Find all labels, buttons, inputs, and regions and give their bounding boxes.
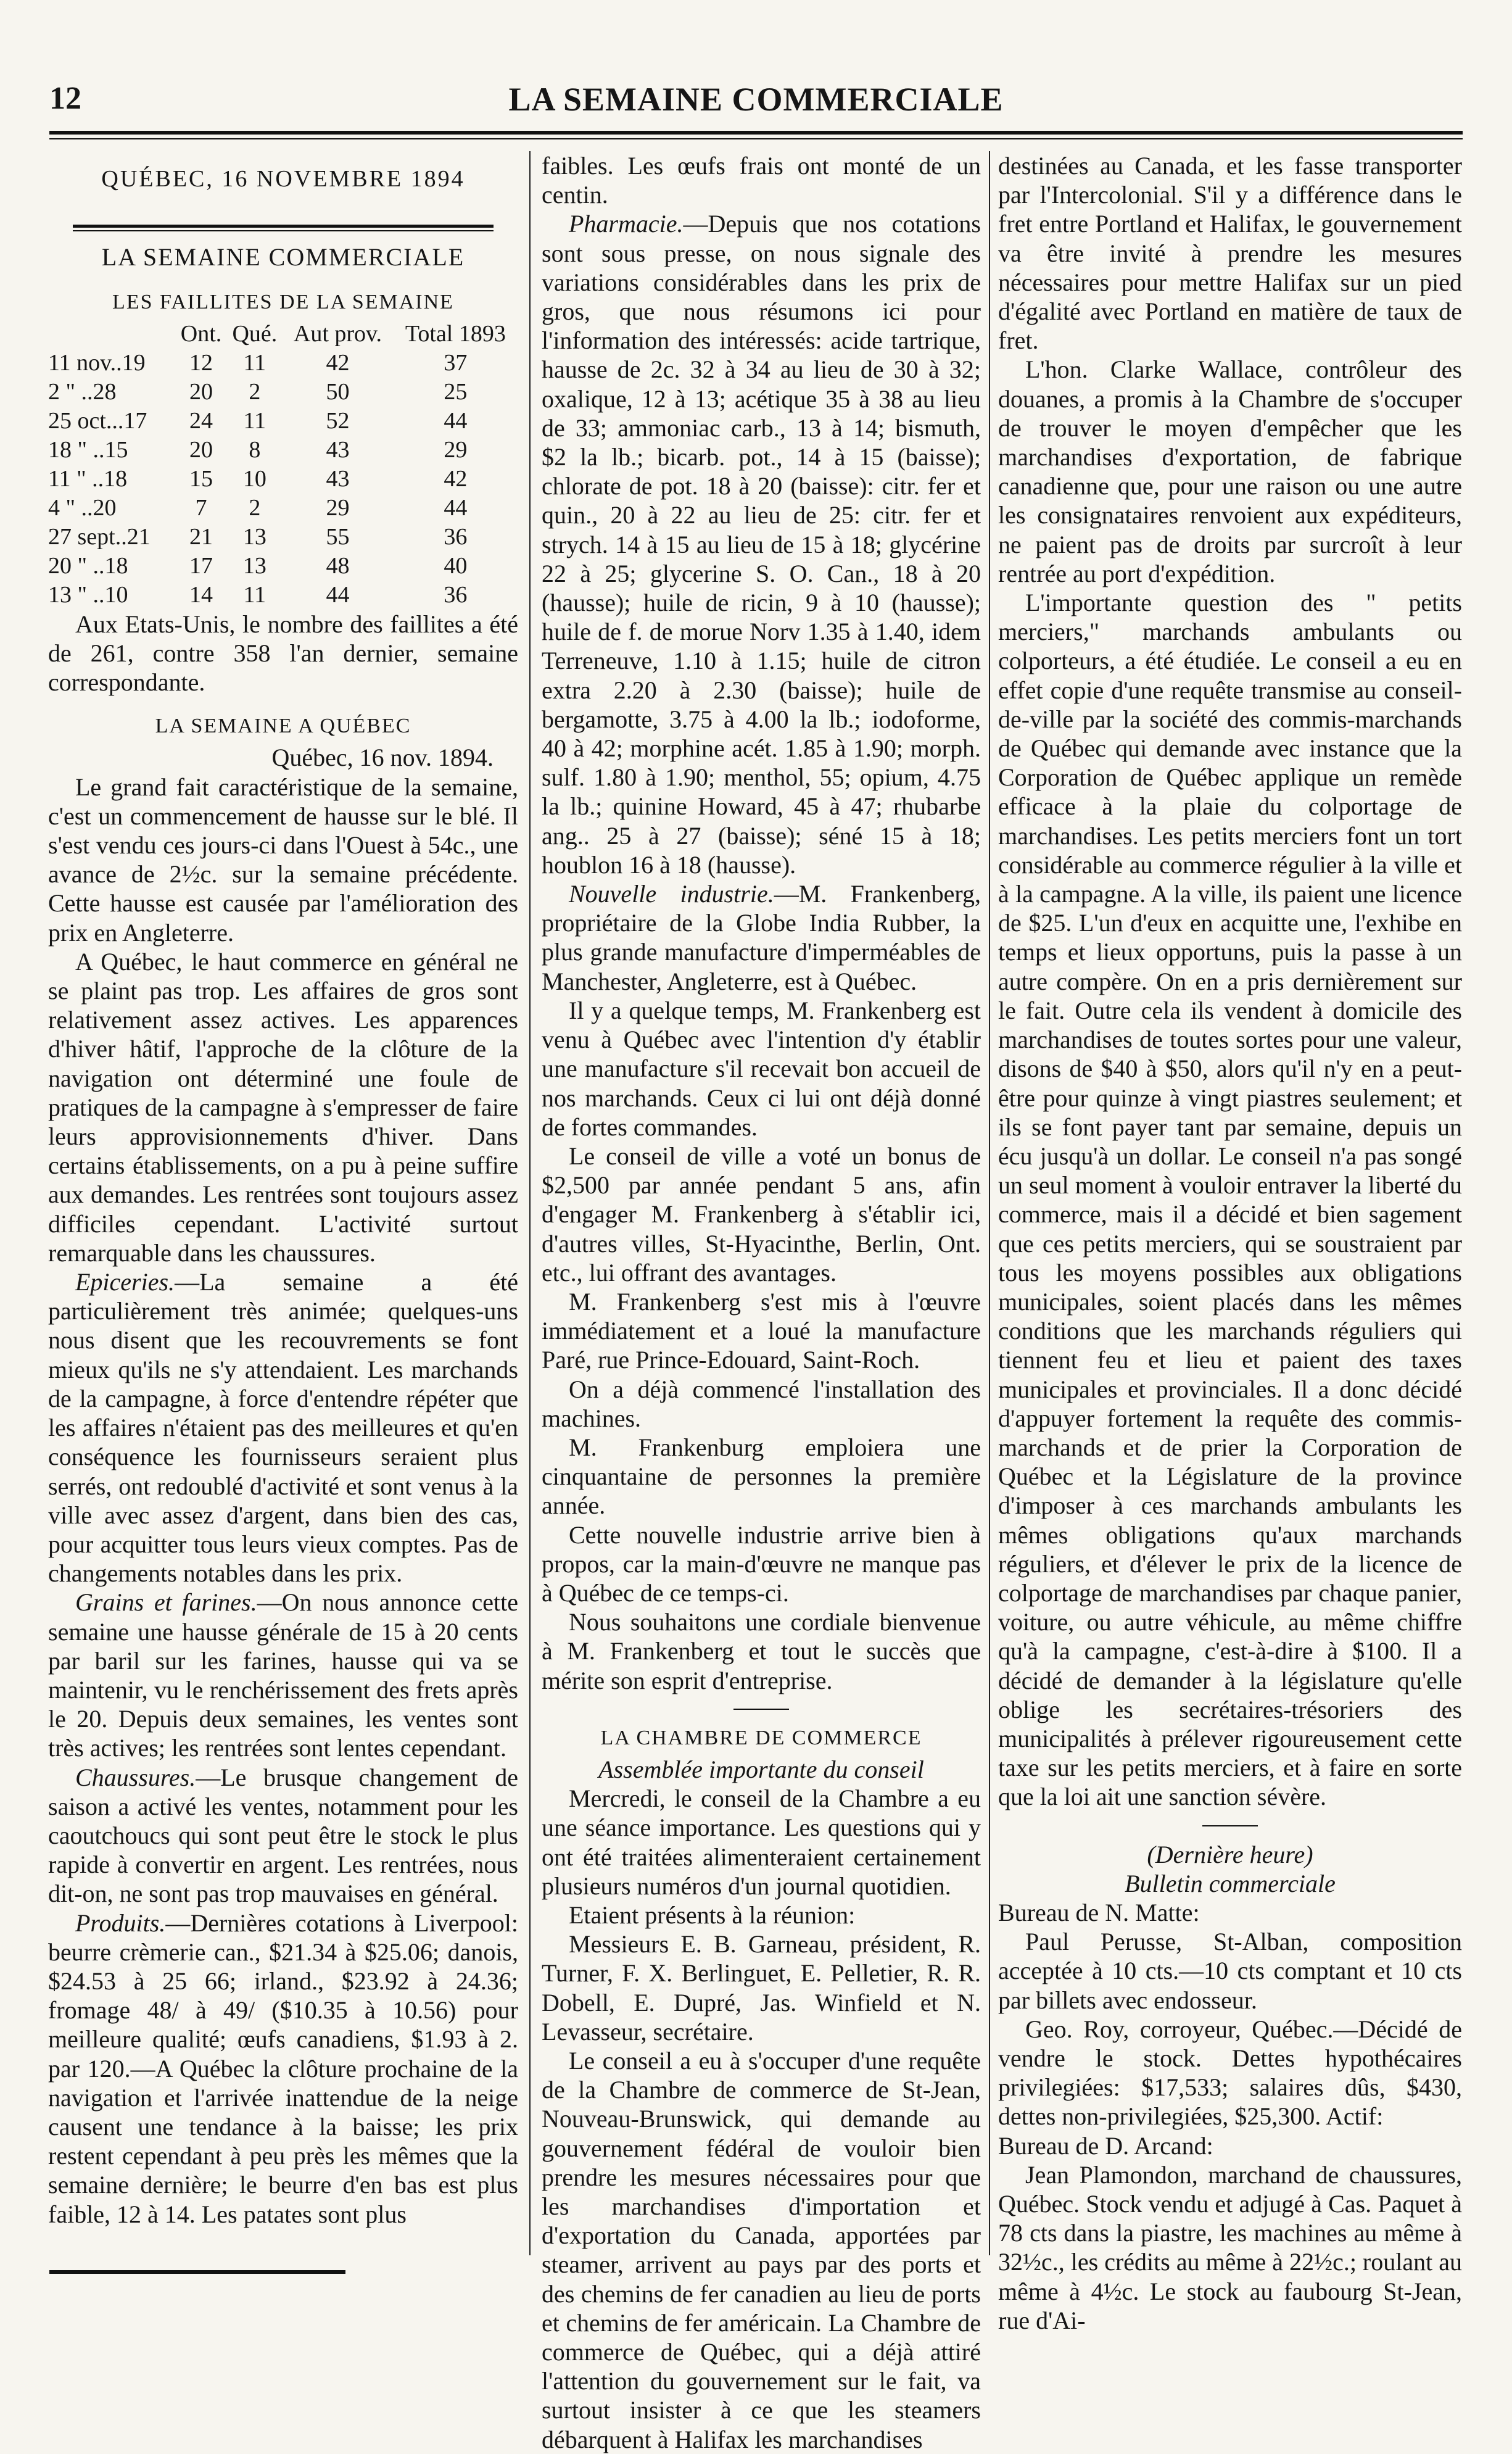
failures-cell: 18 " ..15 — [48, 436, 128, 463]
failures-row — [48, 552, 518, 581]
failures-cell: 48 — [326, 552, 350, 579]
paragraph: Paul Perusse, St-Alban, composition acceptée à 10 cts.—10 cts comptant et 10 cts par billets avec endosseur. — [998, 1928, 1462, 2014]
section-rule — [733, 1709, 789, 1710]
failures-row — [48, 407, 518, 436]
paragraph — [542, 879, 981, 996]
section-title-quebec: LA SEMAINE A QUÉBEC — [155, 715, 411, 738]
paragraph — [542, 209, 981, 879]
paragraph: faibles. Les œufs frais ont monté de un centin. — [542, 152, 981, 209]
failures-table — [48, 320, 518, 610]
page-number: 12 — [49, 81, 81, 116]
paragraph — [48, 1267, 518, 1588]
paragraph: A Québec, le haut commerce en général ne se plaint pas trop. Les affaires de gros sont relativement assez actives. Les apparences d'hiver hâtif, l'approche de la clôture de la navigation ont déterminé une foule de pratiques de la campagne à s'empresser de faire leurs approvisionnements d'hiver. Dans certains établissements, on a pu à peine suffire aux demandes. Les rentrées sont toujours assez difficiles cependant. L'activité surtout remarquable dans les chaussures. — [48, 947, 518, 1267]
column-3 — [998, 151, 1462, 2334]
paragraph-text: —On nous annonce cette semaine une hausse générale de 15 à 20 cents par baril sur les farines, hausse qui va se maintenir, vu le renchérissement des frets après le 20. Depuis deux semaines, les ventes sont très actives; les rentrées sont lentes cependant. — [48, 1588, 518, 1762]
failures-header-cell — [48, 320, 176, 349]
failures-cell: 2 — [249, 378, 261, 405]
failures-cell: 21 — [189, 523, 213, 550]
header-rule-thin — [49, 138, 1463, 139]
failures-header-cell: Qué. — [232, 320, 278, 347]
failures-header-cell: Ont. — [180, 320, 222, 347]
paragraph: Messieurs E. B. Garneau, président, R. Turner, F. X. Berlinguet, E. Pelletier, R. R. Dobell, E. Dupré, Jas. Winfield et N. Levasseur, secrétaire. — [542, 1930, 981, 2046]
failures-title: LES FAILLITES DE LA SEMAINE — [112, 291, 454, 314]
failures-note: Aux Etats-Unis, le nombre des faillites a été de 261, contre 358 l'an dernier, semaine correspondante. — [48, 610, 518, 697]
divider-rule — [73, 225, 494, 228]
failures-cell: 7 — [195, 494, 207, 521]
failures-row — [48, 494, 518, 523]
paragraph: Mercredi, le conseil de la Chambre a eu une séance importance. Les questions qui y ont été traitées alimenteraient certainement plusieurs numéros d'un journal quotidien. — [542, 1785, 981, 1900]
failures-cell: 44 — [326, 581, 350, 608]
failures-cell: 11 " ..18 — [48, 465, 128, 492]
paragraph: Nous souhaitons une cordiale bienvenue à M. Frankenberg et tout le succès que mérite son esprit d'entreprise. — [542, 1608, 981, 1694]
paragraph: destinées au Canada, et les fasse transporter par l'Intercolonial. S'il y a différence dans le fret entre Portland et Halifax, le gouvernement va être invité à prendre les mesures nécessaires pour mettre Halifax sur un pied d'égalité avec Portland en matière de taux de fret. — [998, 152, 1462, 355]
paragraph — [48, 1588, 518, 1762]
paragraph — [48, 1763, 518, 1909]
failures-cell: 29 — [444, 436, 468, 463]
failures-cell: 36 — [444, 523, 468, 550]
failures-cell: 2 " ..28 — [48, 378, 117, 405]
paragraph-text: —La semaine a été particulièrement très animée; quelques-uns nous disent que les recouvrements se font mieux qu'ils ne s'y attendaient. Les marchands de la campagne, à force d'entendre répéter que les affaires n'étaient pas des meilleures et qu'en conséquence les fournisseurs seraient plus serrés, ont redoublé d'activité et sont venus à la ville avec assez d'argent, dans bien des cas, pour acquitter tous leurs vieux comptes. Pas de changements notables dans les prix. — [48, 1268, 518, 1588]
failures-row — [48, 349, 518, 378]
failures-cell: 43 — [326, 436, 350, 463]
paragraph-label: Produits. — [75, 1909, 166, 1937]
paragraph-label: Pharmacie. — [569, 210, 684, 238]
failures-cell: 42 — [444, 465, 468, 492]
editorial-title: LA SEMAINE COMMERCIALE — [101, 243, 465, 272]
paragraph-text: —Le brusque changement de saison a activé les ventes, notamment pour les caoutchoucs qui sont peut être le stock le plus rapide à convertir en argent. Les rentrées, nous dit-on, ne sont pas trop mauvaises en général. — [48, 1763, 518, 1908]
divider-rule-thin — [73, 230, 494, 231]
paragraph: M. Frankenberg s'est mis à l'œuvre immédiatement et a loué la manufacture Paré, rue Prince-Edouard, Saint-Roch. — [542, 1287, 981, 1374]
section-subtitle: Bulletin commerciale — [1125, 1869, 1336, 1897]
failures-cell: 44 — [444, 494, 468, 521]
failures-cell: 15 — [189, 465, 213, 492]
failures-cell: 2 — [249, 494, 261, 521]
section-subtitle: Assemblée importante du conseil — [598, 1755, 924, 1783]
failures-table-body — [48, 349, 518, 610]
failures-row — [48, 378, 518, 407]
paragraph-label: Grains et farines. — [75, 1588, 257, 1617]
failures-cell: 24 — [189, 407, 213, 434]
paragraph-text: —Depuis que nos cotations sont sous presse, on nous signale des variations considérables dans les prix de gros, que nous résumons ici pour l'information des intéressés: acide tartrique, hausse de 2c. 32 à 34 au lieu de 30 à 32; oxalique, 12 à 13; acétique 35 à 38 au lieu de 33; ammoniac carb., 13 à 14; bismuth, $2 la lb.; bicarb. pot., 14 à 15 (baisse); chlorate de pot. 18 à 20 (baisse): citr. fer et quin., 20 à 22 au lieu de 25: citr. fer et strych. 14 à 15 au lieu de 15 à 18; glycérine 22 à 25; glycerine S. O. Can., 18 à 20 (hausse); huile de ricin, 9 à 10 (hausse); huile de f. de morue Norv 1.35 à 1.40, idem Terreneuve, 1.10 à 1.15; huile de citron extra 2.20 à 2.30 (baisse); huile de bergamotte, 3.75 à 4.00 la lb.; iodoforme, 40 à 42; morphine acét. 1.85 à 1.90; morph. sulf. 1.80 à 1.90; menthol, 55; opium, 4.75 la lb.; quinine Howard, 45 à 47; rhubarbe ang.. 25 à 27 (baisse); séné 15 à 18; houblon 16 à 18 (hausse). — [542, 210, 981, 879]
failures-cell: 12 — [189, 349, 213, 376]
paragraph: Jean Plamondon, marchand de chaussures, Québec. Stock vendu et adjugé à Cas. Paquet à 78 cts dans la piastre, les machines au même à 32½c., les crédits au même à 22½c.; roulant au même à 4½c. Le stock au faubourg St-Jean, rue d'Ai- — [998, 2160, 1462, 2334]
failures-cell: 29 — [326, 494, 350, 521]
failures-header-cell: Aut prov. — [293, 320, 382, 347]
failures-cell: 14 — [189, 581, 213, 608]
failures-cell: 10 — [242, 465, 266, 492]
bureau-heading: Bureau de D. Arcand: — [998, 2131, 1213, 2160]
paragraph-label: Chaussures. — [75, 1763, 196, 1791]
failures-cell: 11 nov..19 — [48, 349, 146, 376]
column-divider — [989, 151, 990, 2255]
paragraph-label: Nouvelle industrie. — [569, 880, 774, 908]
failures-cell: 13 — [242, 523, 266, 550]
failures-cell: 11 — [243, 407, 266, 434]
paragraph-text: —M. Frankenberg, propriétaire de la Globe India Rubber, la plus grande manufacture d'imperméables de Manchester, Angleterre, est à Québec. — [542, 880, 981, 995]
failures-cell: 8 — [249, 436, 261, 463]
column-divider — [529, 151, 531, 2255]
failures-cell: 37 — [444, 349, 468, 376]
paragraph-label: Epiceries. — [75, 1268, 175, 1296]
section-rule — [1202, 1825, 1258, 1826]
failures-cell: 11 — [243, 581, 266, 608]
failures-cell: 13 — [242, 552, 266, 579]
failures-cell: 20 " ..18 — [48, 552, 128, 579]
paragraph: Cette nouvelle industrie arrive bien à propos, car la main-d'œuvre ne manque pas à Québec de ce temps-ci. — [542, 1520, 981, 1607]
failures-row — [48, 436, 518, 465]
paragraph: Il y a quelque temps, M. Frankenberg est venu à Québec avec l'intention d'y établir une manufacture s'il recevait bon accueil de nos marchands. Ceux ci lui ont déjà donné de fortes commandes. — [542, 996, 981, 1141]
failures-cell: 50 — [326, 378, 350, 405]
failures-header-cell: Total 1893 — [405, 320, 506, 347]
failures-row — [48, 465, 518, 494]
page-header — [49, 80, 1463, 130]
paragraph: Geo. Roy, corroyeur, Québec.—Décidé de vendre le stock. Dettes hypothécaires privilegiées: $17,533; salaires dûs, $430, dettes non-privilegiées, $25,300. Actif: — [998, 2015, 1462, 2131]
paragraph: Le grand fait caractéristique de la semaine, c'est un commencement de hausse sur le blé. Il s'est vendu ces jours-ci dans l'Ouest à 54c., une avance de 2½c. sur la semaine précédente. Cette hausse est causée par l'amélioration des prix en Angleterre. — [48, 773, 518, 947]
failures-cell: 36 — [444, 581, 468, 608]
header-rule — [49, 131, 1463, 135]
dateline: QUÉBEC, 16 NOVEMBRE 1894 — [101, 166, 465, 192]
failures-cell: 17 — [189, 552, 213, 579]
failures-cell: 42 — [326, 349, 350, 376]
failures-cell: 25 oct...17 — [48, 407, 147, 434]
failures-row — [48, 581, 518, 610]
paragraph: Etaient présents à la réunion: — [569, 1901, 856, 1929]
paragraph-text: —Dernières cotations à Liverpool: beurre crèmerie can., $21.34 à $25.06; danois, $24.53 à 25 66; irland., $23.92 à 24.36; fromage 48/ à 49/ ($10.35 à 10.56) pour meilleure qualité; œufs canadiens, $1.93 à 2. par 120.—A Québec la clôture prochaine de la navigation et l'arrivée inattendue de la neige causent une tendance à la baisse; les prix restent cependant à peu près les mêmes que la semaine dernière; le beurre d'en bas est plus faible, 12 à 14. Les patates sont plus — [48, 1909, 518, 2228]
paragraph: On a déjà commencé l'installation des machines. — [542, 1375, 981, 1432]
section-date: Québec, 16 nov. 1894. — [271, 744, 494, 772]
footer-rule — [49, 2270, 345, 2274]
section-title-late: (Dernière heure) — [1147, 1840, 1313, 1868]
failures-cell: 43 — [326, 465, 350, 492]
paragraph: Le conseil de ville a voté un bonus de $2,500 par année pendant 5 ans, afin d'engager M. Frankenberg à s'établir ici, d'autres villes, St-Hyacinthe, Berlin, Ont. etc., lui offrant des avantages. — [542, 1142, 981, 1287]
failures-header-row — [48, 320, 518, 349]
failures-cell: 52 — [326, 407, 350, 434]
failures-cell: 55 — [326, 523, 350, 550]
failures-cell: 44 — [444, 407, 468, 434]
failures-cell: 4 " ..20 — [48, 494, 117, 521]
column-2 — [542, 151, 981, 2453]
failures-cell: 20 — [189, 378, 213, 405]
failures-cell: 40 — [444, 552, 468, 579]
paragraph — [48, 1909, 518, 2229]
paragraph: L'hon. Clarke Wallace, contrôleur des douanes, a promis à la Chambre de s'occuper de trouver le moyen d'empêcher que les marchandises d'exportation, de fabrique canadienne que, pour une raison ou une autre les consignataires renvoient aux expéditeurs, ne paient pas de droits par surcroît à leur rentrée au port d'expédition. — [998, 355, 1462, 587]
paragraph: M. Frankenburg emploiera une cinquantaine de personnes la première année. — [542, 1433, 981, 1520]
failures-cell: 13 " ..10 — [48, 581, 128, 608]
masthead-title: LA SEMAINE COMMERCIALE — [508, 81, 1004, 118]
failures-cell: 27 sept..21 — [48, 523, 151, 550]
failures-cell: 20 — [189, 436, 213, 463]
column-1 — [48, 151, 518, 2255]
section-title-chamber: LA CHAMBRE DE COMMERCE — [600, 1726, 922, 1749]
paragraph: L'importante question des " petits merciers," marchands ambulants ou colporteurs, a été étudiée. Le conseil a eu en effet copie d'une requête transmise au conseil-de-ville par la société des commis-marchands de Québec qui demande avec instance que la Corporation de Québec applique un remède efficace à la plaie du colportage de marchandises. Les petits merciers font un tort considérable au commerce régulier à la ville et à la campagne. A la ville, ils paient une licence de $25. L'un d'eux en acquitte une, l'exhibe en temps et lieux opportuns, puis la passe à un autre compère. On en a pris dernièrement sur le fait. Outre cela ils vendent à domicile des marchandises de toutes sortes pour une valeur, disons de $40 à $50, alors qu'il n'y en a peut-être pour quinze à vingt piastres seulement; et ils se font payer tant par semaine, depuis un écu jusqu'à un dollar. Le conseil n'a pas songé un seul moment à vouloir entraver la liberté du commerce, mais il a décidé et bien sagement que ces petits merciers, qui se soustraient par tous les moyens possibles aux obligations municipales, soient placés dans les mêmes conditions que les marchands réguliers qui tiennent feu et lieu et paient des taxes municipales et provinciales. Il a donc décidé d'appuyer fortement la requête des commis-marchands et de prier la Corporation de Québec et la Législature de la province d'imposer à ces marchands ambulants les mêmes obligations qu'aux marchands réguliers, et d'élever le prix de la licence de colportage de marchandises par chaque panier, voiture, ou autre véhicule, au même chiffre qu'à la campagne, c'est-à-dire à $100. Il a décidé de demander à la législature qu'elle oblige les secrétaires-trésoriers des municipalités à prélever rigoureusement cette taxe sur les petits merciers, et à faire en sorte que la loi ait une sanction sévère. — [998, 589, 1462, 1811]
failures-cell: 11 — [243, 349, 266, 376]
bureau-heading: Bureau de N. Matte: — [998, 1898, 1200, 1926]
failures-cell: 25 — [444, 378, 468, 405]
failures-row — [48, 523, 518, 552]
paragraph: Le conseil a eu à s'occuper d'une requête de la Chambre de commerce de St-Jean, Nouveau-Brunswick, qui demande au gouvernement fédéral de vouloir bien prendre les mesures nécessaires pour que les marchandises d'importation et d'exportation du Canada, apportées par steamer, arrivent au pays par des ports et des chemins de fer canadien au lieu de ports et chemins de fer américain. La Chambre de commerce de Québec, qui a déjà attiré l'attention du gouvernement sur le fait, va surtout insister à ce que les steamers débarquent à Halifax les marchandises — [542, 2047, 981, 2453]
